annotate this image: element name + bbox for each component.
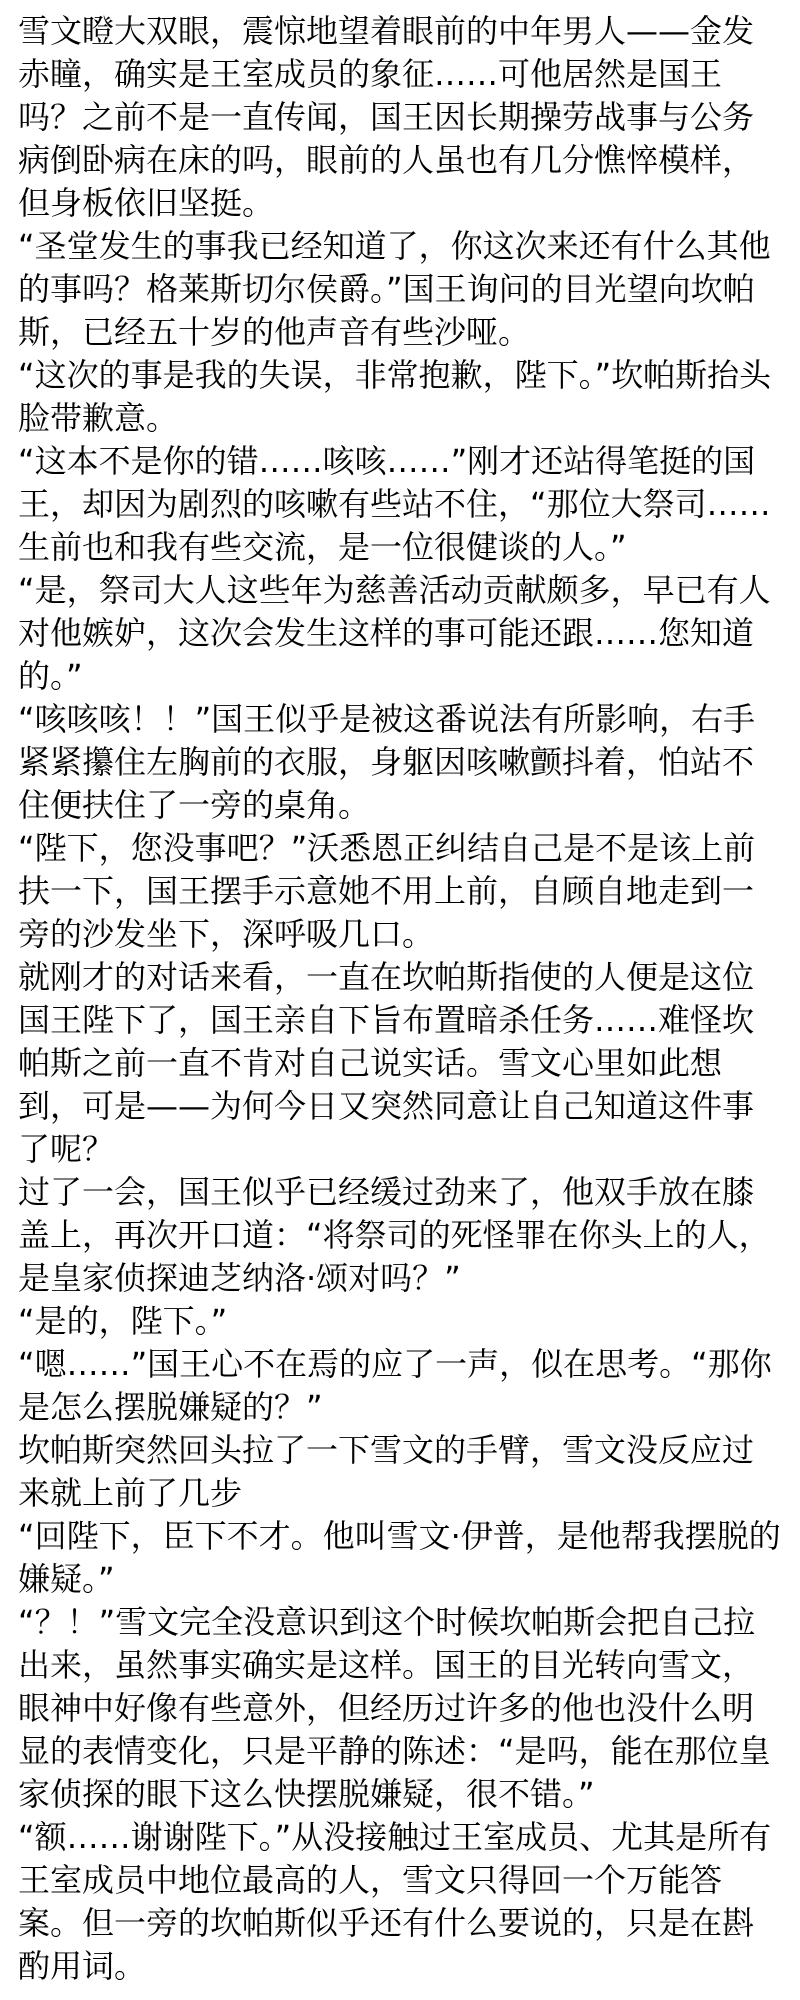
paragraph-14: “？！”雪文完全没意识到这个时候坎帕斯会把自己拉出来，虽然事实确实是这样。国王的目光转向雪文，眼神中好像有些意外，但经历过许多的他也没什么明显的表情变化，只是平静的陈述：“是吗，能在那位皇家侦探的眼下这么快摆脱嫌疑，很不错。”: [18, 1603, 771, 1813]
paragraph-10: “是的，陛下。”: [18, 1302, 228, 1340]
paragraph-7: “陛下，您没事吧？”沃悉恩正纠结自己是不是该上前扶一下，国王摆手示意她不用上前，自顾自地走到一旁的沙发坐下，深呼吸几口。: [18, 829, 756, 953]
paragraph-11: “嗯……”国王心不在焉的应了一声，似在思考。“那你是怎么摆脱嫌疑的？”: [18, 1345, 772, 1426]
paragraph-5: “是，祭司大人这些年为慈善活动贡献颇多，早已有人对他嫉妒，这次会发生这样的事可能还跟……您知道的。”: [18, 571, 771, 695]
paragraph-4: “这本不是你的错……咳咳……”刚才还站得笔挺的国王，却因为剧烈的咳嗽有些站不住，“那位大祭司……生前也和我有些交流，是一位很健谈的人。”: [18, 442, 771, 566]
paragraph-3: “这次的事是我的失误，非常抱歉，陛下。”坎帕斯抬头脸带歉意。: [18, 356, 772, 437]
paragraph-2: “圣堂发生的事我已经知道了，你这次来还有什么其他的事吗？格莱斯切尔侯爵。”国王询问的目光望向坎帕斯，已经五十岁的他声音有些沙哑。: [18, 227, 771, 351]
paragraph-15: “额……谢谢陛下。”从没接触过王室成员、尤其是所有王室成员中地位最高的人，雪文只得回一个万能答案。但一旁的坎帕斯似乎还有什么要说的，只是在斟酌用词。: [18, 1818, 772, 1985]
paragraph-1: 雪文瞪大双眼，震惊地望着眼前的中年男人——金发赤瞳，确实是王室成员的象征……可他居然是国王吗？之前不是一直传闻，国王因长期操劳战事与公务病倒卧病在床的吗，眼前的人虽也有几分憔悴模样，但身板依旧坚挺。: [18, 12, 755, 222]
paragraph-8: 就刚才的对话来看，一直在坎帕斯指使的人便是这位国王陛下了，国王亲自下旨布置暗杀任务……难怪坎帕斯之前一直不肯对自己说实话。雪文心里如此想到，可是——为何今日又突然同意让自己知道这件事了呢？: [18, 958, 755, 1168]
paragraph-13: “回陛下，臣下不才。他叫雪文·伊普，是他帮我摆脱的嫌疑。”: [18, 1517, 781, 1598]
paragraph-6: “咳咳咳！！”国王似乎是被这番说法有所影响，右手紧紧攥住左胸前的衣服，身躯因咳嗽颤抖着，怕站不住便扶住了一旁的桌角。: [18, 700, 756, 824]
paragraph-12: 坎帕斯突然回头拉了一下雪文的手臂，雪文没反应过来就上前了几步: [18, 1431, 755, 1512]
paragraph-9: 过了一会，国王似乎已经缓过劲来了，他双手放在膝盖上，再次开口道：“将祭司的死怪罪在你头上的人，是皇家侦探迪芝纳洛·颂对吗？”: [18, 1173, 771, 1297]
